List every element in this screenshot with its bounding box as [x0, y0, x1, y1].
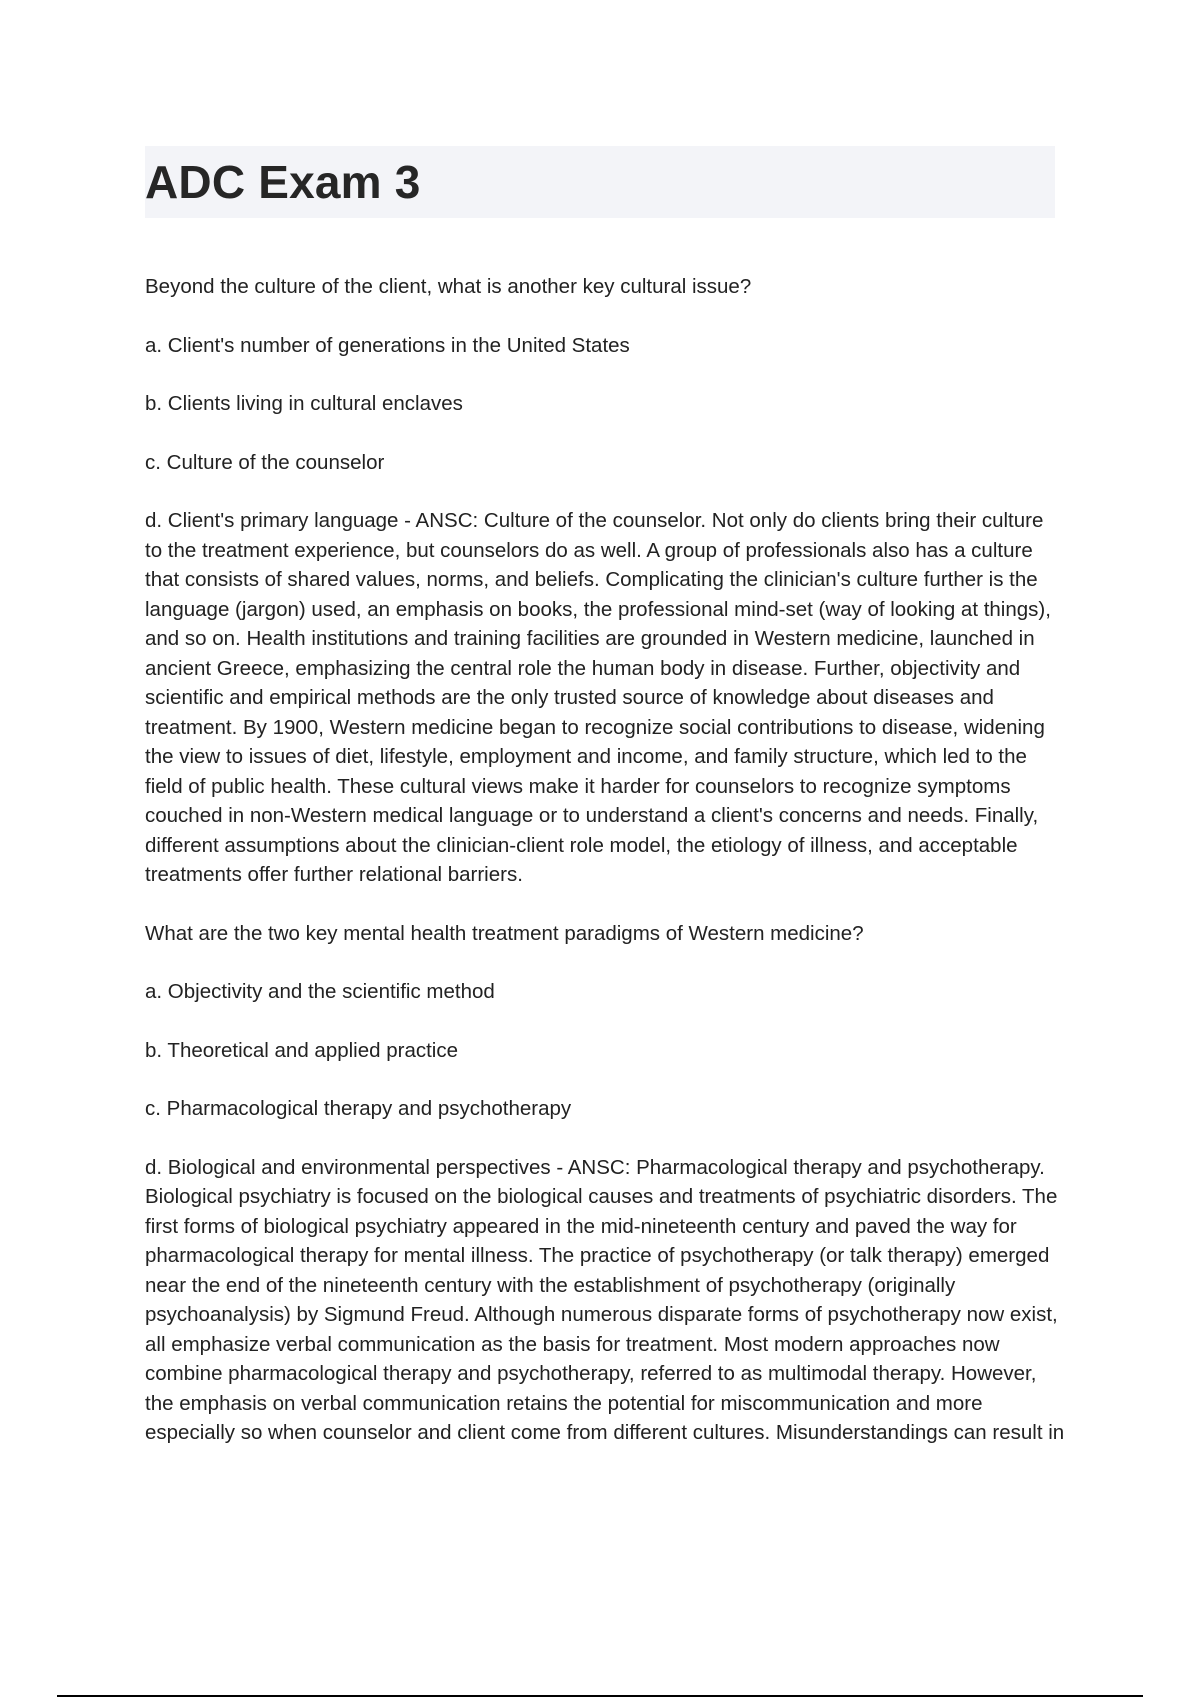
question-2-option-a: a. Objectivity and the scientific method [145, 980, 495, 1003]
question-2-option-b: b. Theoretical and applied practice [145, 1038, 459, 1062]
question-1-prompt: Beyond the culture of the client, what is another key cultural issue? [145, 275, 752, 298]
document-body [145, 272, 1065, 1477]
question-2-prompt: What are the two key mental health treatment paradigms of Western medicine? [145, 921, 864, 945]
question-2-option-c: c. Pharmacological therapy and psychotherapy [145, 1097, 572, 1120]
question-1-option-a: a. Client's number of generations in the United States [145, 333, 630, 357]
question-2-option-d-answer: d. Biological and environmental perspectives - ANSC: Pharmacological therapy and psychotherapy. Biological psychiatry is focused on the biological causes and treatments of psychiatric disorders. The first forms of biological psychiatry appeared in the mid-nineteenth century and paved the way for pharmacological therapy for mental illness. The practice of psychotherapy (or talk therapy) emerged near the end of the nineteenth century with the establishment of psychotherapy (originally psychoanalysis) by Sigmund Freud. Although numerous disparate forms of psychotherapy now exist, all emphasize verbal communication as the basis for treatment. Most modern approaches now combine pharmacological therapy and psychotherapy, referred to as multimodal therapy. However, the emphasis on verbal communication retains the potential for miscommunication and more especially so when counselor and client come from different cultures. Misunderstandings can result in [145, 1155, 1065, 1444]
question-1-option-c: c. Culture of the counselor [145, 450, 385, 474]
title-banner [145, 146, 1055, 218]
question-1-option-b: b. Clients living in cultural enclaves [145, 392, 463, 415]
page-bottom-rule [57, 1695, 1143, 1697]
question-1-option-d-answer: d. Client's primary language - ANSC: Culture of the counselor. Not only do clients bring their culture to the treatment experience, but counselors do as well. A group of professionals also has a culture that consists of shared values, norms, and beliefs. Complicating the clinician's culture further is the language (jargon) used, an emphasis on books, the professional mind-set (way of looking at things), and so on. Health institutions and training facilities are grounded in Western medicine, launched in ancient Greece, emphasizing the central role the human body in disease. Further, objectivity and scientific and empirical methods are the only trusted source of knowledge about diseases and treatment. By 1900, Western medicine began to recognize social contributions to disease, widening the view to issues of diet, lifestyle, employment and income, and family structure, which led to the field of public health. These cultural views make it harder for counselors to recognize symptoms couched in non-Western medical language or to understand a client's concerns and needs. Finally, different assumptions about the clinician-client role model, the etiology of illness, and acceptable treatments offer further relational barriers. [145, 509, 1051, 886]
page-title: ADC Exam 3 [145, 156, 421, 208]
